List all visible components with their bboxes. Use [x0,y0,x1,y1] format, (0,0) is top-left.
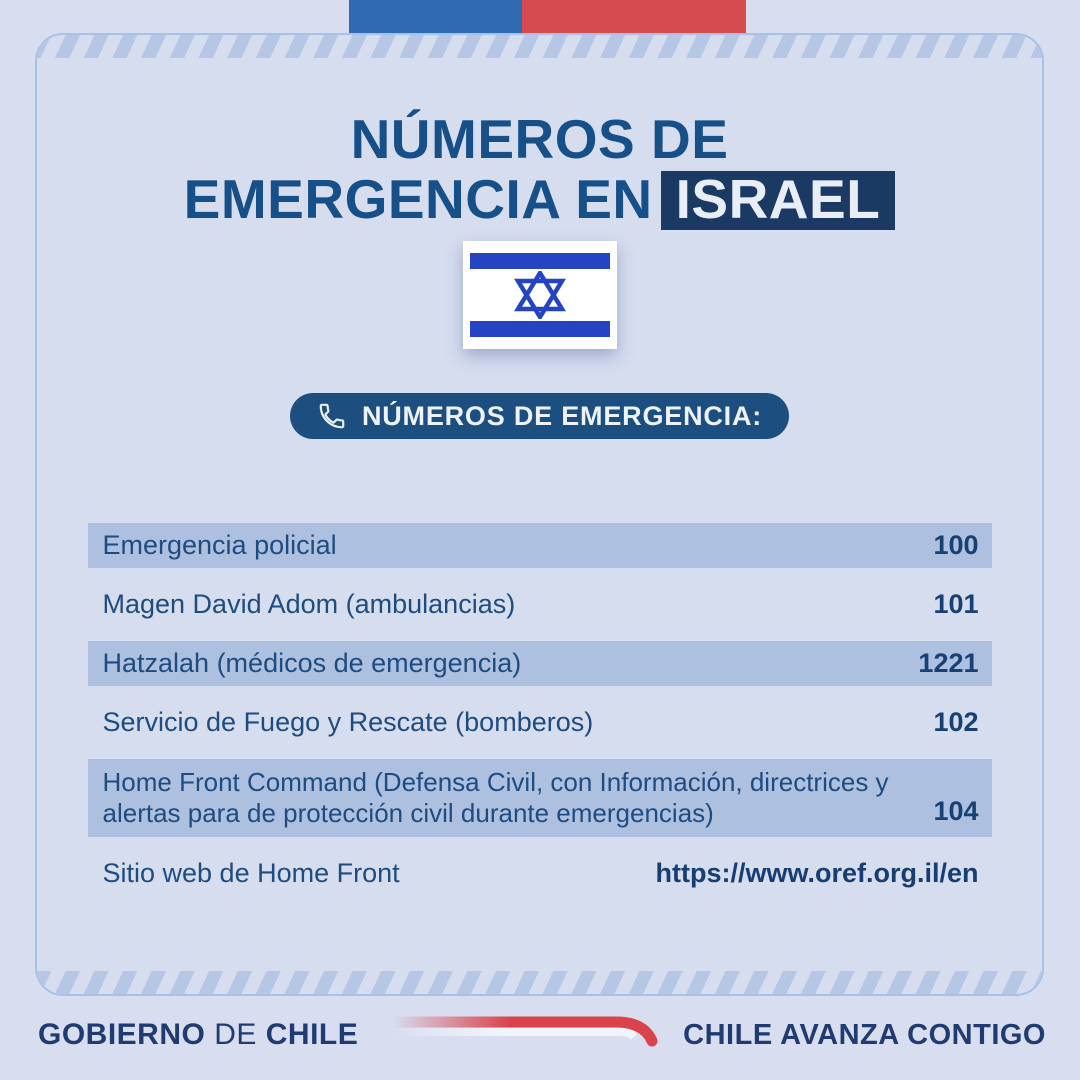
table-row [88,582,992,627]
banner-blue-block [349,0,522,33]
table-row [88,700,992,745]
row-number: 104 [933,796,979,826]
footer-word: DE [214,1018,257,1051]
row-label: Home Front Command (Defensa Civil, con Información, directrices y alertas para de protección civil durante emergencias) [102,767,889,828]
footer [0,996,1080,1080]
phone-handset-icon [317,401,347,431]
emergency-numbers-table [88,523,992,910]
row-label: Hatzalah (médicos de emergencia) [102,648,522,678]
table-row [88,851,992,896]
row-number: 100 [933,530,979,560]
title-line2: EMERGENCIA EN [183,168,653,230]
emergency-numbers-badge [290,393,789,439]
table-row [88,759,992,837]
israel-flag [463,241,617,349]
chile-avanza-swoosh [392,1016,670,1050]
badge-label: NÚMEROS DE EMERGENCIA: [361,400,763,431]
page-title [184,109,896,230]
chile-avanza-contigo-label: CHILE AVANZA CONTIGO [683,1018,1046,1051]
footer-word: CHILE [265,1018,359,1051]
footer-word: GOBIERNO [38,1018,206,1051]
flag-bottom-stripe [470,321,610,337]
row-number: 1221 [918,648,979,678]
row-label: Emergencia policial [102,530,337,560]
chile-flag-banner [349,0,746,33]
main-card [35,33,1044,996]
row-label: Magen David Adom (ambulancias) [102,589,516,619]
star-of-david-icon [514,271,566,319]
table-row [88,523,992,568]
row-label: Servicio de Fuego y Rescate (bomberos) [102,707,594,737]
row-label: Sitio web de Home Front [102,858,400,888]
title-country-highlight: ISRAEL [661,171,896,230]
gobierno-de-chile-logo [38,1018,358,1052]
row-number: 102 [933,707,979,737]
banner-red-block [522,0,746,33]
table-row [88,641,992,686]
title-line1: NÚMEROS DE [350,108,729,170]
row-number: 101 [933,589,979,619]
home-front-website-link[interactable]: https://www.oref.org.il/en [655,858,979,888]
flag-top-stripe [470,253,610,269]
